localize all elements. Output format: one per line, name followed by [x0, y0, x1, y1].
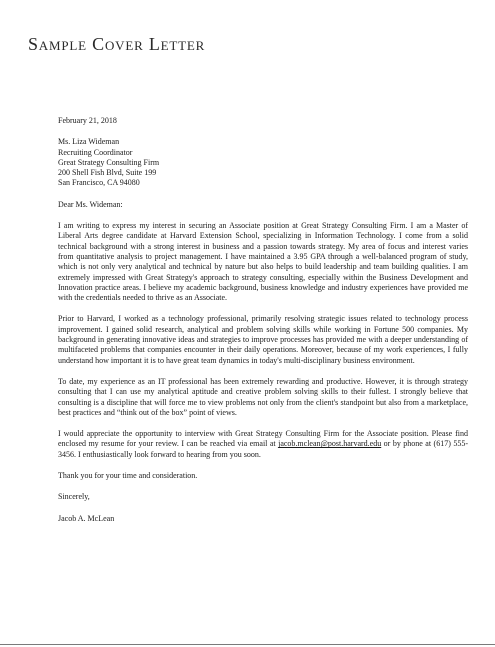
salutation: Dear Ms. Wideman:	[58, 199, 123, 209]
letter-body	[58, 116, 468, 535]
letter-date: February 21, 2018	[58, 116, 117, 125]
recipient-city: San Francisco, CA 94080	[58, 178, 140, 188]
recipient-title: Recruiting Coordinator	[58, 147, 133, 157]
email-link[interactable]: jacob.mclean@post.harvard.edu	[278, 439, 382, 449]
recipient-street: 200 Shell Fish Blvd, Suite 199	[58, 168, 157, 178]
body-paragraph-motivation: To date, my experience as an IT professional has been extremely rewarding and productive. However, it is through strategy consulting that I can use my analytical aptitude and creative problem solving skills to their fullest. I strongly believe that consulting is a discipline that will force me to view problems not only from the client's standpoint but also from a marketplace, best practices and “think out of the box” point of views.	[58, 376, 468, 417]
body-paragraph-closing	[58, 429, 468, 460]
body-paragraph-background: Prior to Harvard, I worked as a technology professional, primarily resolving strategic issues related to technology process improvement. I gained solid research, analytical and problem solving skills while working in Fortune 500 companies. My background in generating innovative ideas and strategies to improve processes has provided me with a deeper understanding of multifaceted problems that companies encounter in their daily operations. Moreover, because of my work experiences, I fully understand how important it is to have great team dynamics in today's multi-disciplinary business environment.	[58, 314, 468, 365]
closing-text-end: or by phone at (617) 555-3456. I enthusiastically look forward to hearing from you soon.	[58, 439, 468, 459]
signature-name: Jacob A. McLean	[58, 513, 115, 523]
recipient-company: Great Strategy Consulting Firm	[58, 157, 160, 167]
page-title: Sample Cover Letter	[28, 34, 206, 54]
closing-text-start: I would appreciate the opportunity to interview with Great Strategy Consulting Firm for the Associate position. Please find enclosed my resume for your review. I can be reached via email at	[58, 429, 468, 449]
recipient-name: Ms. Liza Wideman	[58, 137, 120, 147]
thanks-line: Thank you for your time and consideration.	[58, 471, 198, 481]
recipient-address	[58, 137, 468, 188]
page-bottom-divider	[0, 644, 495, 645]
signoff: Sincerely,	[58, 492, 90, 502]
body-paragraph-intro: I am writing to express my interest in securing an Associate position at Great Strategy Consulting Firm. I am a Master of Liberal Arts degree candidate at Harvard Extension School, specializing in Information Technology. I come from a solid technical background with a strong interest in business and a passion towards strategy. My area of focus and interest varies from quantitative analysis to project management. I have maintained a 3.95 GPA through a well-balanced program of study, which is not only very analytical and technical by nature but also helps to build leadership and team building qualities. I am extremely impressed with Great Strategy's approach to strategy consulting, especially within the Business Development and Innovation practice areas. I believe my academic background, business knowledge and industry experiences have provided me with the credentials needed to thrive as an Associate.	[58, 221, 468, 303]
